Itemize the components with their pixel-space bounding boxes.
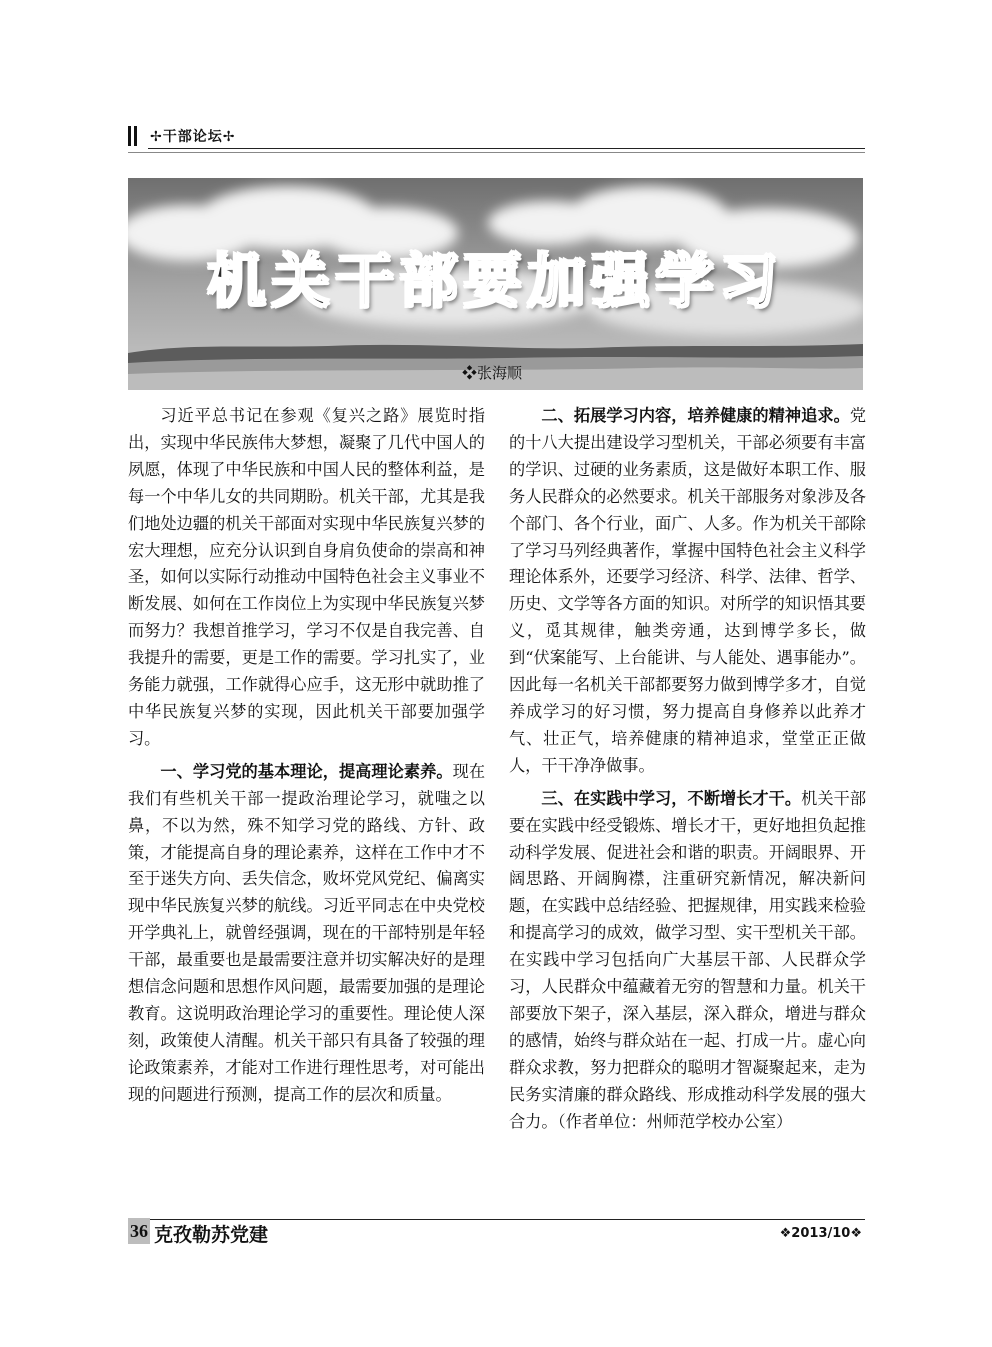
paragraph <box>509 403 866 780</box>
page-number: 36 <box>128 1218 150 1244</box>
journal-name: 克孜勒苏党建 <box>154 1224 269 1246</box>
author-byline: ❖张海顺 <box>462 364 523 382</box>
paragraph-heading: 二、拓展学习内容，培养健康的精神追求。 <box>541 406 850 425</box>
title-banner <box>128 178 863 390</box>
paragraph-heading: 一、学习党的基本理论，提高理论素养。 <box>160 761 453 781</box>
article-column-right <box>509 403 866 1135</box>
header-rule-secondary <box>128 152 865 153</box>
paragraph-text: 习近平总书记在参观《复兴之路》展览时指出，实现中华民族伟大梦想，凝聚了几代中国人的夙愿，体现了中华民族和中国人民的整体利益，是每一个中华儿女的共同期盼。机关干部，尤其是我们地处边疆的机关干部面对实现中华民族复兴梦的宏大理想，应充分认识到自身肩负使命的崇高和神圣，如何以实际行动推动中国特色社会主义事业不断发展、如何在工作岗位上为实现中华民族复兴梦而努力？我想首推学习，学习不仅是自我完善、自我提升的需要，更是工作的需要。学习扎实了，业务能力就强，工作就得心应手，这无形中就助推了中华民族复兴梦的实现，因此机关干部要加强学习。 <box>128 406 485 748</box>
section-title: ✢干部论坛✢ <box>150 129 236 145</box>
article-title: 机关干部要加强学习 <box>207 247 784 315</box>
header-rule <box>148 148 865 149</box>
paragraph-text: 机关干部要在实践中经受锻炼、增长才干，更好地担负起推动科学发展、促进社会和谐的职责。开阔眼界、开阔思路、开阔胸襟，注重研究新情况，解决新问题，在实践中总结经验、把握规律，用实践来检验和提高学习的成效，做学习型、实干型机关干部。在实践中学习包括向广大基层干部、人民群众学习，人民群众中蕴藏着无穷的智慧和力量。机关干部要放下架子，深入基层，深入群众，增进与群众的感情，始终与群众站在一起、打成一片。虚心向群众求教，努力把群众的聪明才智凝聚起来，走为民务实清廉的群众路线、形成推动科学发展的强大合力。（作者单位：州师范学校办公室） <box>509 788 867 1131</box>
article-column-left <box>128 403 485 1109</box>
paragraph <box>128 759 485 1109</box>
paragraph-heading: 三、在实践中学习，不断增长才干。 <box>541 788 802 808</box>
issue-number: ❖2013/10❖ <box>779 1226 862 1241</box>
paragraph <box>509 786 866 1136</box>
section-header <box>128 122 865 150</box>
paragraph-text: 党的十八大提出建设学习型机关，干部必须要有丰富的学识、过硬的业务素质，这是做好本职工作、服务人民群众的必然要求。机关干部服务对象涉及各个部门、各个行业，面广、人多。作为机关干部除了学习马列经典著作，掌握中国特色社会主义科学理论体系外，还要学习经济、科学、法律、哲学、历史、文学等各方面的知识。对所学的知识悟其要义，觅其规律，触类旁通，达到博学多长，做到“伏案能写、上台能讲、与人能处、遇事能办”。因此每一名机关干部都要努力做到博学多才，自觉养成学习的好习惯，努力提高自身修养以此养才气、壮正气，培养健康的精神追求，堂堂正正做人，干干净净做事。 <box>509 406 866 775</box>
header-bars-icon <box>128 126 142 146</box>
paragraph <box>128 403 485 753</box>
paragraph-text: 现在我们有些机关干部一提政治理论学习，就嗤之以鼻，不以为然，殊不知学习党的路线、方针、政策，才能提高自身的理论素养，这样在工作中才不至于迷失方向、丢失信念，败坏党风党纪、偏离实现中华民族复兴梦的航线。习近平同志在中央党校开学典礼上，就曾经强调，现在的干部特别是年轻干部，最重要也是最需要注意并切实解决好的是理想信念问题和思想作风问题，最需要加强的是理论教育。这说明政治理论学习的重要性。理论使人深刻，政策使人清醒。机关干部只有具备了较强的理论政策素养，才能对工作进行理性思考，对可能出现的问题进行预测，提高工作的层次和质量。 <box>128 761 486 1104</box>
